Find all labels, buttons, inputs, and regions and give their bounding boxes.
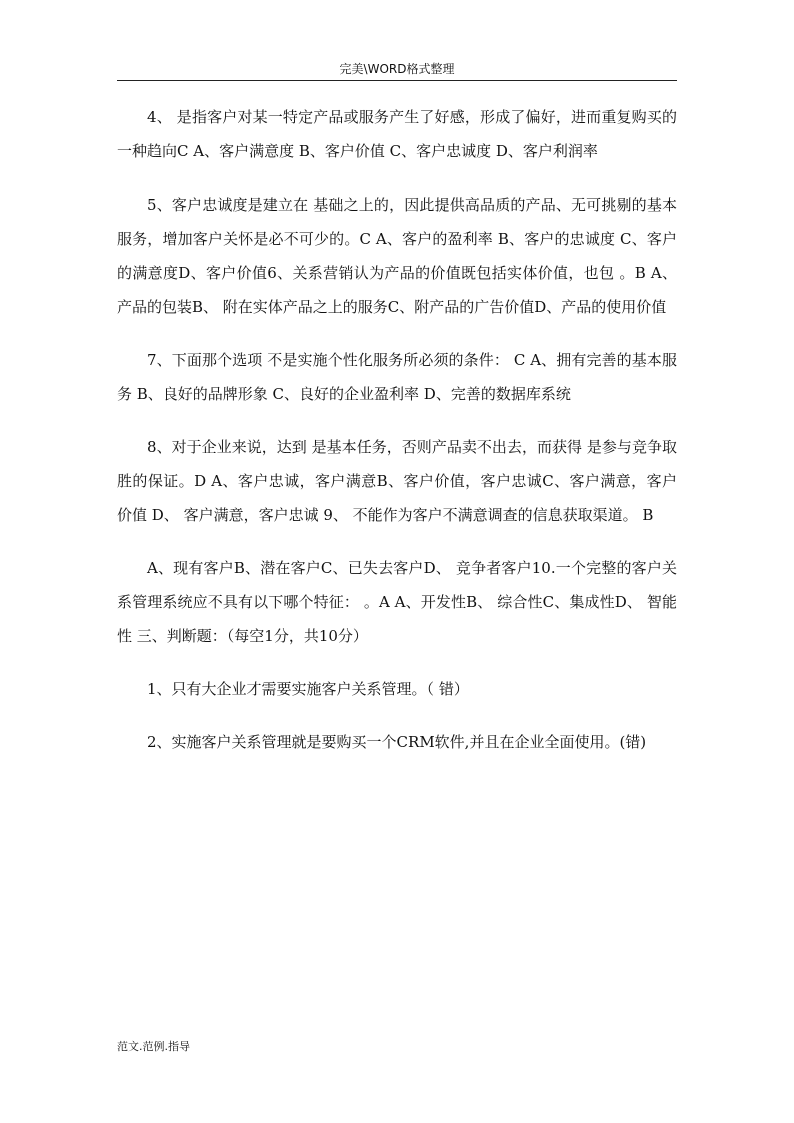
question-8-9-paragraph: 8、对于企业来说，达到 是基本任务，否则产品卖不出去，而获得 是参与竞争取胜的保证。D A、客户忠诚，客户满意B、客户价值，客户忠诚C、客户满意，客户价值 D、 客户满意，客户忠诚 9、 不能作为客户不满意调查的信息获取渠道。 B (117, 438, 677, 524)
page-header: 完美\WORD格式整理 (117, 60, 677, 81)
page-footer: 范文.范例.指导 (117, 1040, 190, 1053)
question-7-paragraph: 7、下面那个选项 不是实施个性化服务所必须的条件： C A、拥有完善的基本服务 B、良好的品牌形象 C、良好的企业盈利率 D、完善的数据库系统 (117, 351, 677, 403)
judgement-1-paragraph: 1、只有大企业才需要实施客户关系管理。（ 错） (147, 680, 469, 698)
judgement-2-paragraph: 2、实施客户关系管理就是要购买一个CRM软件,并且在企业全面使用。(错) (147, 733, 647, 751)
question-5-6-paragraph: 5、客户忠诚度是建立在 基础之上的，因此提供高品质的产品、无可挑剔的基本服务，增加客户关怀是必不可少的。C A、客户的盈利率 B、客户的忠诚度 C、客户的满意度D、客户价值6、关系营销认为产品的价值既包括实体价值，也包 。B A、产品的包装B、 附在实体产品之上的服务C、附产品的广告价值D、产品的使用价值 (117, 196, 677, 316)
question-4-paragraph: 4、 是指客户对某一特定产品或服务产生了好感，形成了偏好，进而重复购买的一种趋向C A、客户满意度 B、客户价值 C、客户忠诚度 D、客户利润率 (117, 108, 677, 160)
document-body (117, 100, 677, 778)
question-10-paragraph: A、现有客户B、潜在客户C、已失去客户D、 竞争者客户10.一个完整的客户关系管理系统应不具有以下哪个特征： 。A A、开发性B、 综合性C、集成性D、 智能性 三、判断题：（每空1分，共10分） (117, 559, 677, 645)
